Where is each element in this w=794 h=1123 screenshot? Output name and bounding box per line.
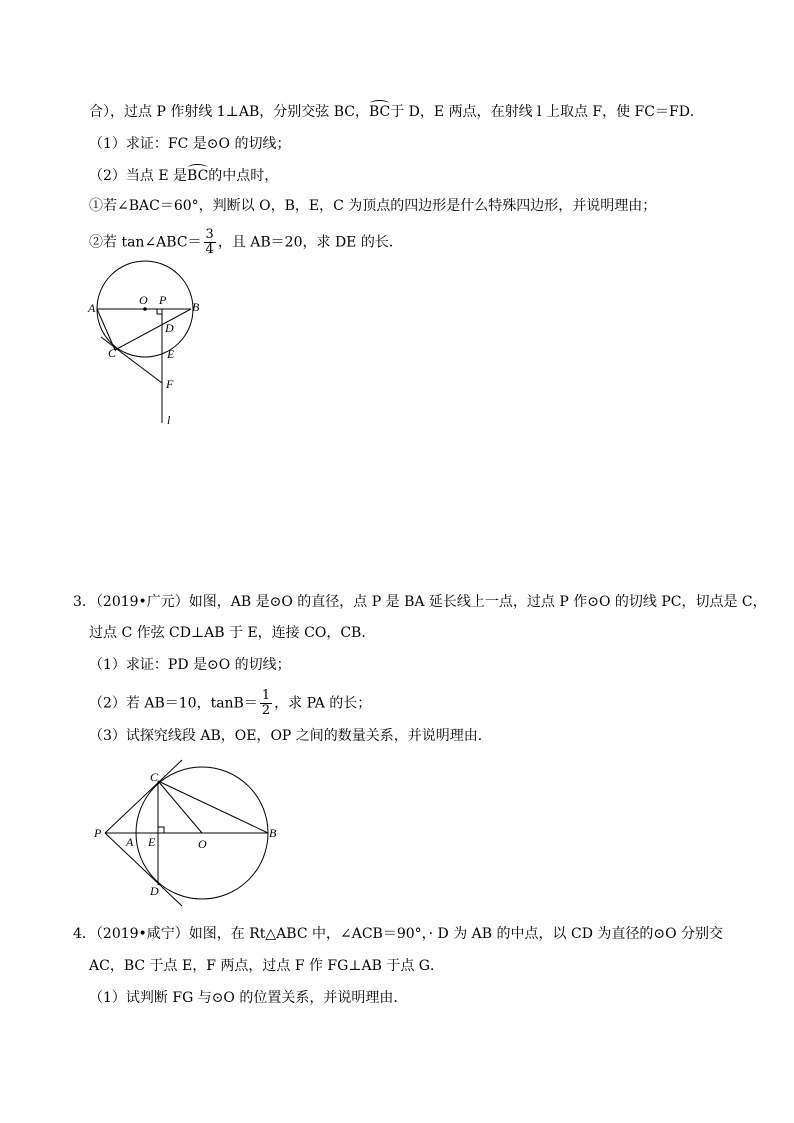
- p3-question-1: （1）求证：PD 是⊙O 的切线；: [89, 657, 291, 673]
- p3-question-2: [89, 689, 371, 718]
- p3-label-c: C: [150, 770, 159, 784]
- p3-fraction: [260, 689, 272, 718]
- p2-tangent-fc: [101, 337, 162, 383]
- p2-question-2: [89, 166, 278, 186]
- p2-arc-bc-2: BC: [187, 168, 209, 184]
- p2-label-e: E: [167, 347, 175, 361]
- p3-label-o: O: [198, 837, 207, 851]
- p2-arc-bc: BC: [368, 104, 391, 120]
- p3-question-2-text-b: ，求 PA 的长；: [274, 695, 372, 712]
- p2-chord-ac: [97, 309, 115, 350]
- p2-subquestion-2-text-b: ，且 AB＝20，求 DE 的长．: [217, 234, 403, 251]
- p2-label-b: B: [192, 300, 200, 314]
- p2-fraction: [204, 228, 216, 257]
- p3-label-d: D: [150, 884, 159, 898]
- p3-label-p: P: [94, 826, 102, 840]
- p2-condition-text-a: 合），过点 P 作射线 1⊥AB，分别交弦 BC，: [89, 104, 369, 120]
- p4-question-1: （1）试判断 FG 与⊙O 的位置关系，并说明理由．: [89, 990, 408, 1006]
- p2-condition-text-b: 于 D，E 两点，在射线 l 上取点 F，使 FC＝FD．: [390, 104, 704, 120]
- p3-tangent-pc: [105, 760, 182, 833]
- p3-label-e: E: [148, 835, 156, 849]
- p2-chord-bc: [115, 309, 191, 350]
- p3-label-b: B: [269, 826, 277, 840]
- p2-fraction-numerator: 3: [205, 227, 214, 242]
- p4-stem-line-1: 4．（2019•咸宁）如图，在 Rt△ABC 中，∠ACB＝90°，· D 为 AB 的中点，以 CD 为直径的⊙O 分别交: [73, 926, 724, 942]
- p2-figure: [85, 265, 205, 430]
- p2-subquestion-2: [89, 228, 403, 257]
- p2-label-p: P: [159, 293, 167, 307]
- p3-figure: [90, 755, 285, 905]
- p3-question-3: （3）试探究线段 AB，OE，OP 之间的数量关系，并说明理由．: [89, 728, 492, 744]
- p2-question-2-text-a: （2）当点 E 是: [89, 168, 188, 184]
- p3-right-angle-mark: [158, 827, 164, 833]
- p2-label-f: F: [166, 377, 174, 391]
- p3-segment-co: [158, 781, 202, 833]
- p3-label-a: A: [126, 835, 134, 849]
- p4-stem-line-2: AC，BC 于点 E，F 两点，过点 F 作 FG⊥AB 于点 G．: [89, 958, 444, 974]
- p3-fraction-denominator: 2: [261, 703, 271, 718]
- p3-stem-line-2: 过点 C 作弦 CD⊥AB 于 E，连接 CO，CB．: [89, 625, 376, 641]
- p2-subquestion-2-text-a: ②若 tan∠ABC＝: [89, 234, 202, 251]
- p2-label-o: O: [139, 293, 148, 307]
- p2-center-dot: [143, 307, 147, 311]
- p2-question-1: （1）求证：FC 是⊙O 的切线；: [89, 136, 291, 152]
- p2-label-l: l: [167, 413, 171, 427]
- p2-fraction-denominator: 4: [205, 242, 214, 257]
- p2-right-angle-mark: [157, 309, 162, 314]
- p2-question-2-text-b: 的中点时，: [208, 168, 279, 184]
- p2-label-c: C: [108, 346, 117, 360]
- p3-fraction-numerator: 1: [261, 688, 271, 703]
- p2-label-d: D: [165, 321, 174, 335]
- p3-tangent-pd: [105, 833, 182, 906]
- p3-question-2-text-a: （2）若 AB＝10，tanB＝: [89, 695, 258, 712]
- p2-subquestion-1: ①若∠BAC＝60°，判断以 O，B，E，C 为顶点的四边形是什么特殊四边形，并说明理由；: [89, 198, 657, 214]
- p2-condition-line: [89, 102, 704, 122]
- p2-label-a: A: [88, 301, 96, 315]
- p3-stem-line-1: 3．（2019•广元）如图，AB 是⊙O 的直径，点 P 是 BA 延长线上一点，过点 P 作⊙O 的切线 PC，切点是 C，: [73, 594, 767, 610]
